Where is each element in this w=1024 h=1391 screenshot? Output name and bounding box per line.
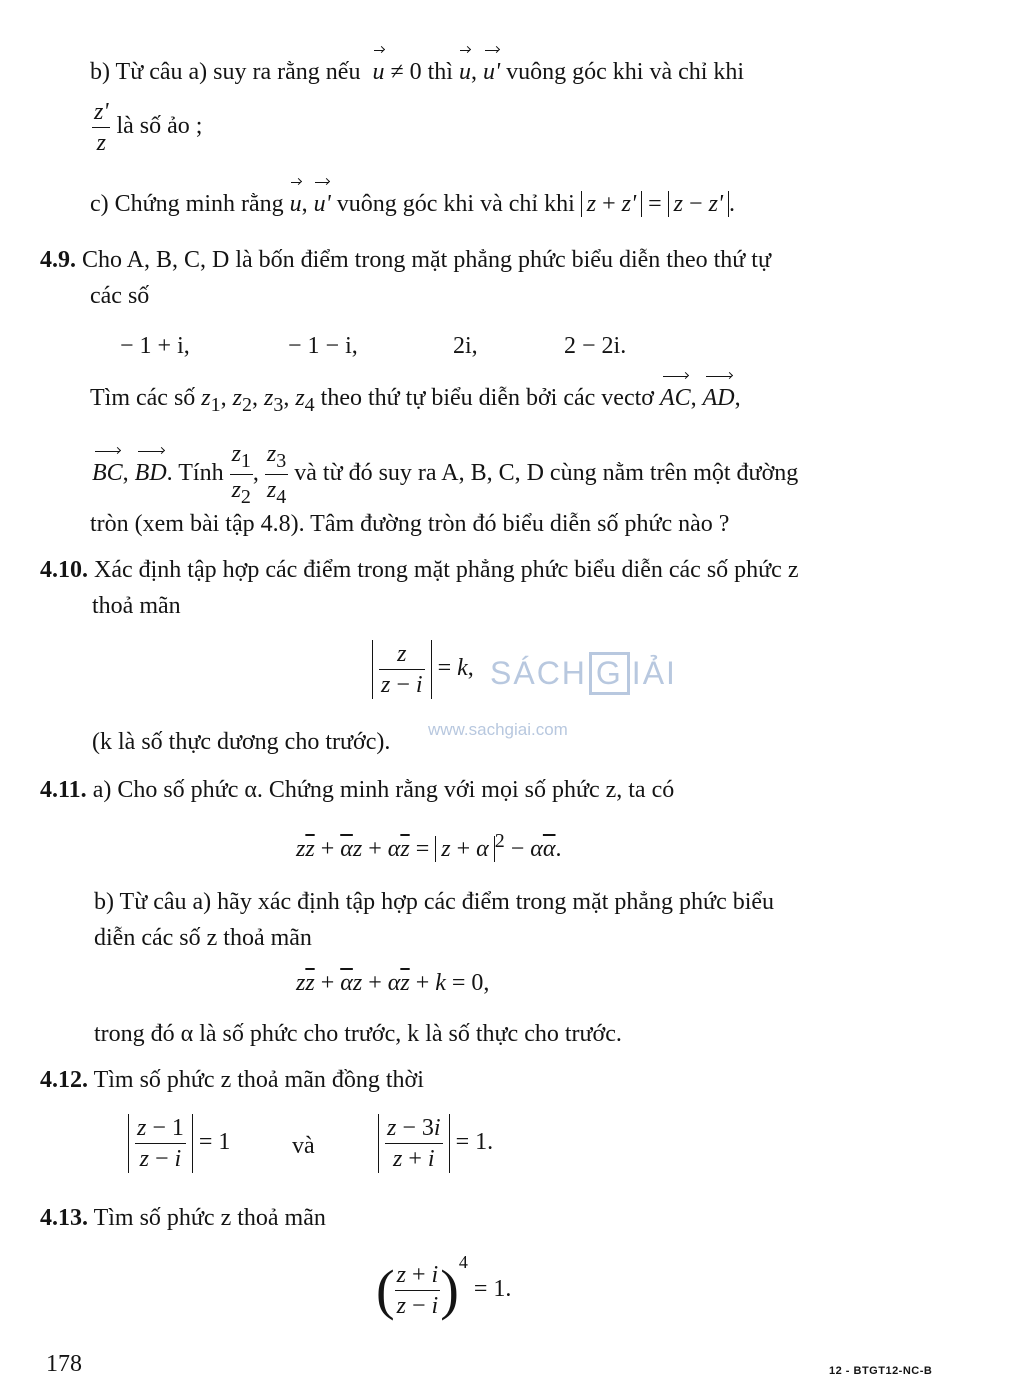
problem-4-11-b-line3: trong đó α là số phức cho trước, k là số thực cho trước. <box>94 1021 622 1047</box>
problem-4-9-line2: các số <box>90 283 150 309</box>
problem-4-10-header: 4.10. Xác định tập hợp các điểm trong mặt phẳng phức biểu diễn các số phức z <box>40 557 799 583</box>
problem-4-9-line4: BC, BD. Tính $\frac{z_1}{z_2}$ , $\frac{z_3}{z_4}$ và từ đó suy ra A, B, C, D cùng nằm trên một đường <box>92 441 799 508</box>
problem-4-11-header: 4.11. a) Cho số phức α. Chứng minh rằng với mọi số phức z, ta có <box>40 777 675 803</box>
problem-4-12-header: 4.12. Tìm số phức z thoả mãn đồng thời <box>40 1067 424 1093</box>
problem-4-9-value-4: 2 − 2i. <box>564 333 627 359</box>
problem-4-11-b-line1: b) Từ câu a) hãy xác định tập hợp các điểm trong mặt phẳng phức biểu <box>94 889 775 915</box>
watermark-url: www.sachgiai.com <box>428 720 568 739</box>
book-code: 12 - BTGT12-NC-B <box>829 1365 933 1377</box>
watermark-logo: SÁCH G IẢI <box>490 652 677 695</box>
problem-4-10-line2: thoả mãn <box>92 593 181 619</box>
problem-4-10-note: (k là số thực dương cho trước). <box>92 729 391 755</box>
problem-4-12-and: và <box>292 1133 315 1159</box>
problem-4-11-formula-a: $z\overline{z} + \overline{\alpha}z + \alpha\overline{z} = z + \alpha$ $^2 - \alpha\overline{\alpha}$. <box>296 830 562 862</box>
problem-4-9-header: 4.9. Cho A, B, C, D là bốn điểm trong mặt phẳng phức biểu diễn theo thứ tự <box>40 247 771 273</box>
problem-4-9-value-2: − 1 − i, <box>288 333 358 359</box>
problem-4-9-line3: Tìm các số $z_1$, $z_2$, $z_3$, $z_4$ theo thứ tự biểu diễn bởi các vectơ AC, AD, <box>90 380 741 423</box>
problem-4-9-value-1: − 1 + i, <box>120 333 190 359</box>
problem-4-12-formula-2: $\frac{z - 3i}{z + i}$ = 1. <box>378 1114 493 1173</box>
problem-4-12-formula-1: $\frac{z - 1}{z - i}$ = 1 <box>128 1114 230 1173</box>
problem-4-8-b-line2: $\frac{z'}{z}$ là số ảo ; <box>94 99 203 156</box>
problem-4-9-line5: tròn (xem bài tập 4.8). Tâm đường tròn đó biểu diễn số phức nào ? <box>90 511 730 537</box>
page-number: 178 <box>46 1351 82 1377</box>
problem-4-9-value-3: 2i, <box>453 333 478 359</box>
problem-4-13-formula: ( $\frac{z + i}{z - i}$ )$^4$ = 1. <box>376 1252 512 1322</box>
problem-4-10-formula: $\frac{z}{z - i}$ = k, <box>372 640 474 699</box>
problem-4-8-b-line1: b) Từ câu a) suy ra rằng nếu u ≠ 0 thì u, u' vuông góc khi và chỉ khi <box>90 54 950 90</box>
problem-4-13-header: 4.13. Tìm số phức z thoả mãn <box>40 1205 326 1231</box>
problem-4-11-b-line2: diễn các số z thoả mãn <box>94 925 312 951</box>
problem-4-8-c: c) Chứng minh rằng u, u' vuông góc khi và chỉ khi z + z' = z − z' . <box>90 186 735 222</box>
problem-4-11-formula-b: $z\overline{z} + \overline{\alpha}z + \alpha\overline{z} + k = 0$, <box>296 970 490 996</box>
